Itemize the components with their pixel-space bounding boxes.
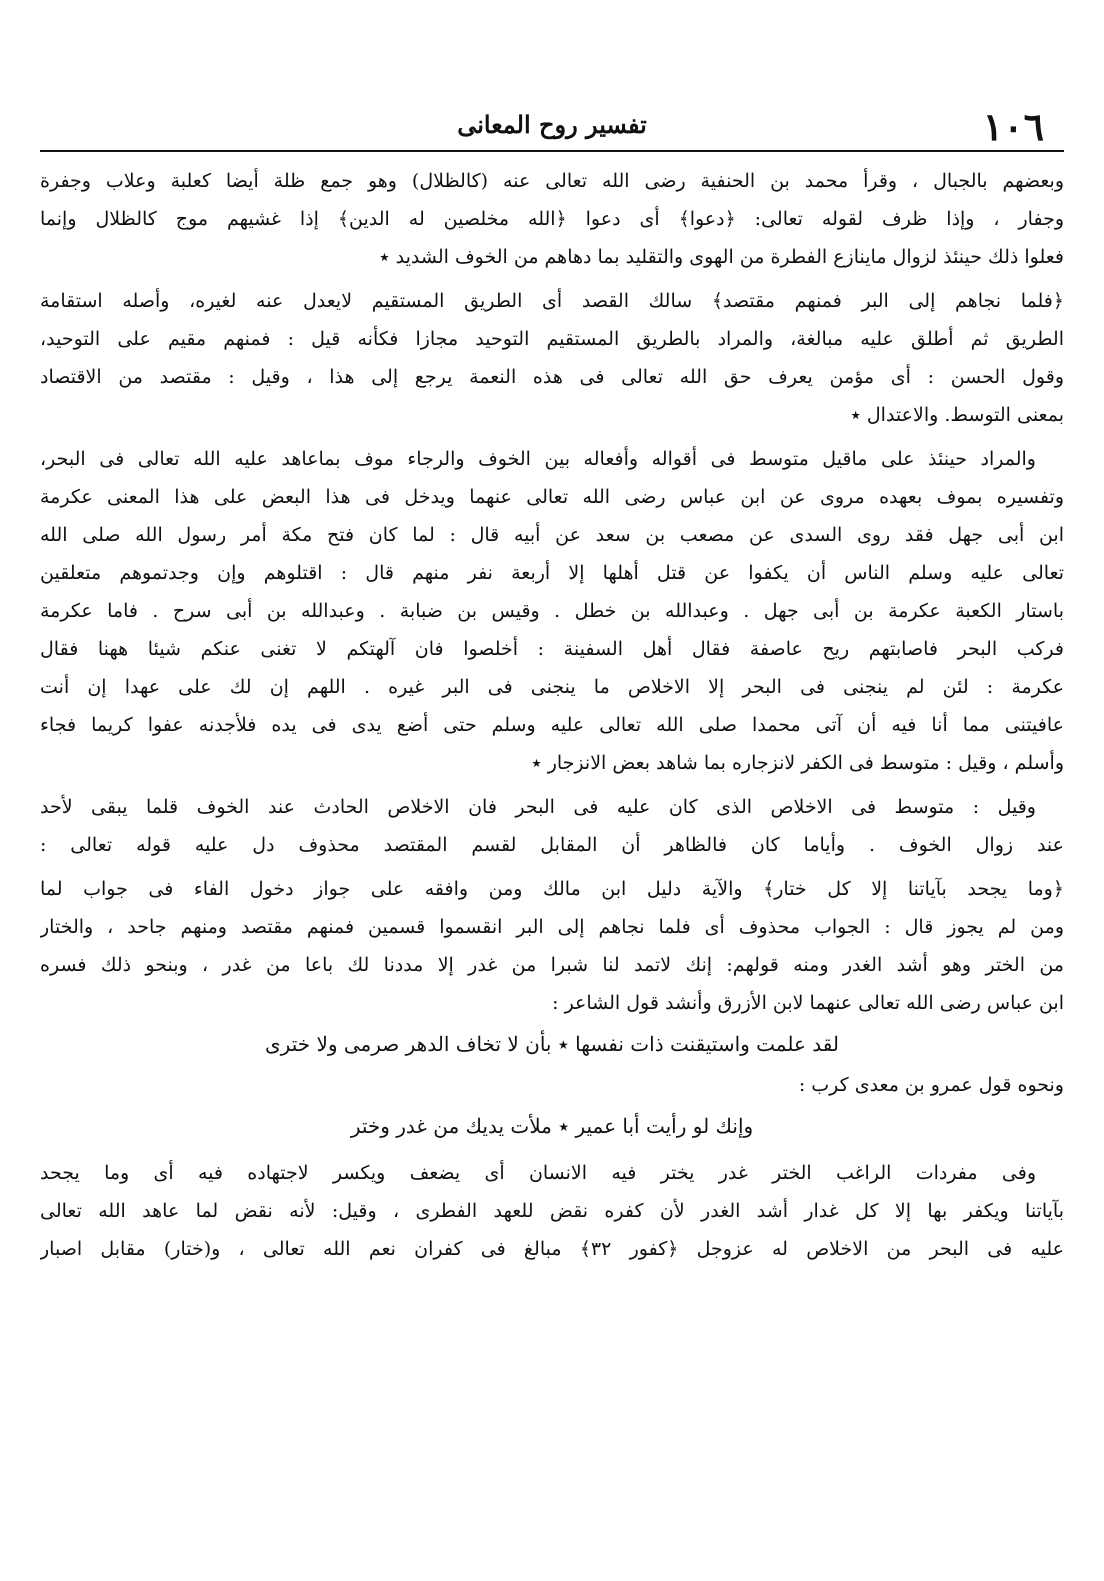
text-line: وقيل : متوسط فى الاخلاص الذى كان عليه فى البحر فان الاخلاص الحادث عند الخوف قلما يبقى لأحد (40, 796, 1036, 818)
text-line: عكرمة : لئن لم ينجنى فى البحر إلا الاخلاص ما ينجنى فى البر غيره . اللهم إن لك على عهدا إن أنت (40, 676, 1064, 698)
text-line: ﴿فلما نجاهم إلى البر فمنهم مقتصد﴾ سالك القصد أى الطريق المستقيم لايعدل عنه لغيره، وأصله استقامة (40, 290, 1064, 312)
text-line: عافيتنى مما أنا فيه أن آتى محمدا صلى الله تعالى عليه وسلم حتى أضع يدى فى يده فلأجدنه عفوا كريما فجاء (40, 714, 1064, 736)
running-title: تفسير روح المعانى (457, 110, 647, 139)
text-line: وتفسيره بموف بعهده مروى عن ابن عباس رضى الله تعالى عنهما ويدخل فى هذا البعض على هذا المعنى عكرمة (40, 486, 1064, 508)
text-line: وجفار ، وإذا ظرف لقوله تعالى: ﴿دعوا﴾ أى دعوا ﴿الله مخلصين له الدين﴾ إذا غشيهم موج كالظلال وإنما (40, 208, 1064, 230)
page-header (40, 100, 1064, 152)
text-line: فركب البحر فاصابتهم ريح عاصفة فقال أهل السفينة : أخلصوا فان آلهتكم لا تغنى عنكم شيئا ههنا فقال (40, 638, 1064, 660)
text-line: عند زوال الخوف . وأياما كان فالظاهر أن المقابل لقسم المقتصد محذوف دل عليه قوله تعالى : (40, 834, 1064, 856)
text-line: وقول الحسن : أى مؤمن يعرف حق الله تعالى فى هذه النعمة يرجع إلى هذا ، وقيل : مقتصد من الاقتصاد (40, 366, 1064, 388)
text-line: عليه فى البحر من الاخلاص له عزوجل ﴿كفور ٣٢﴾ مبالغ فى كفران نعم الله تعالى ، و(ختار) مقابل اصبار (40, 1238, 1064, 1260)
text-line: فعلوا ذلك حينئذ لزوال ماينازع الفطرة من الهوى والتقليد بما دهاهم من الخوف الشديد ٭ (379, 246, 1064, 268)
page-number: ١٠٦ (982, 104, 1044, 149)
text-line: والمراد حينئذ على ماقيل متوسط فى أقواله وأفعاله بين الخوف والرجاء موف بماعاهد عليه الله تعالى فى البحر، (40, 448, 1036, 470)
text-line: بآياتنا ويكفر بها إلا كل غدار أشد الغدر لأن كفره نقض للعهد الفطرى ، وقيل: لأنه نقض لما عاهد الله تعالى (40, 1200, 1064, 1222)
text-line: ابن أبى جهل فقد روى السدى عن مصعب بن سعد عن أبيه قال : لما كان فتح مكة أمر رسول الله صلى الله (40, 524, 1064, 546)
text-line: من الختر وهو أشد الغدر ومنه قولهم: إنك لاتمد لنا شبرا من غدر إلا مددنا لك باعا من غدر ، وبنحو ذلك فسره (40, 954, 1064, 976)
text-line: وبعضهم بالجبال ، وقرأ محمد بن الحنفية رضى الله تعالى عنه (كالظلال) وهو جمع ظلة أيضا كعلبة وعلاب وجفرة (40, 170, 1064, 192)
text-line: بمعنى التوسط. والاعتدال ٭ (850, 404, 1064, 426)
poetry-verse: لقد علمت واستيقنت ذات نفسها ٭ بأن لا تخاف الدهر صرمى ولا خترى (265, 1032, 839, 1056)
text-line: ﴿وما يجحد بآياتنا إلا كل ختار﴾ والآية دليل ابن مالك ومن وافقه على جواز دخول الفاء فى جواب لما (40, 878, 1064, 900)
page (40, 100, 1064, 1560)
text-line: ونحوه قول عمرو بن معدى كرب : (798, 1074, 1064, 1096)
text-line: الطريق ثم أطلق عليه مبالغة، والمراد بالطريق المستقيم التوحيد مجازا فكأنه قيل : فمنهم مقيم على التوحيد، (40, 328, 1064, 350)
text-line: وفى مفردات الراغب الختر غدر يختر فيه الانسان أى يضعف ويكسر لاجتهاده فيه أى وما يجحد (40, 1162, 1036, 1184)
page-body (40, 152, 1064, 1268)
text-line: باستار الكعبة عكرمة بن أبى جهل . وعبدالله بن خطل . وقيس بن ضبابة . وعبدالله بن أبى سرح . فاما عكرمة (40, 600, 1064, 622)
text-line: ابن عباس رضى الله تعالى عنهما لابن الأزرق وأنشد قول الشاعر : (552, 992, 1064, 1014)
poetry-verse: وإنك لو رأيت أبا عمير ٭ ملأت يديك من غدر وختر (350, 1114, 754, 1138)
text-line: ومن لم يجوز قال : الجواب محذوف أى فلما نجاهم إلى البر انقسموا قسمين فمنهم مقتصد ومنهم جاحد ، والختار (40, 916, 1064, 938)
text-line: تعالى عليه وسلم الناس أن يكفوا عن قتل أهلها إلا أربعة نفر منهم قال : اقتلوهم وإن وجدتموهم متعلقين (40, 562, 1064, 584)
text-line: وأسلم ، وقيل : متوسط فى الكفر لانزجاره بما شاهد بعض الانزجار ٭ (531, 752, 1064, 774)
